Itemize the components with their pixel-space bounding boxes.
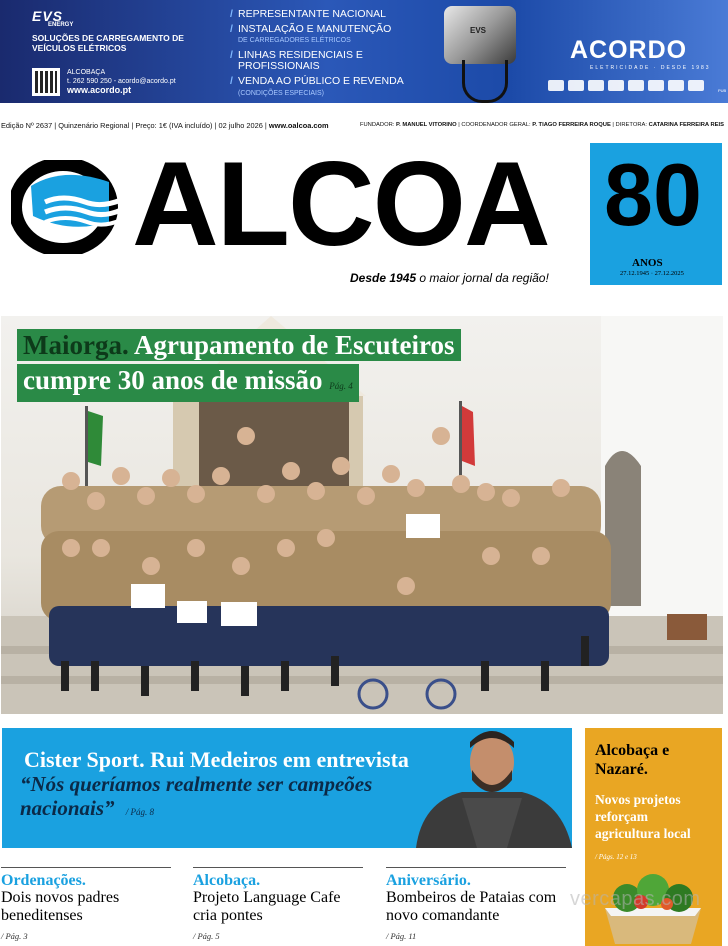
charger-cable-image: [462, 60, 508, 103]
ad-logo-text: EVS: [32, 8, 64, 24]
side-story-title: Alcobaça e Nazaré.: [595, 742, 670, 778]
anniversary-badge: [590, 143, 722, 285]
ad-service-item: [230, 9, 430, 20]
side-story-page-ref: / Págs. 12 e 13: [595, 853, 637, 861]
ad-brand-sub: ELETRICIDADE · DESDE 1983: [590, 65, 711, 71]
ad-service-label: INSTALAÇÃO E MANUTENÇÃO: [238, 23, 392, 35]
ad-website-link[interactable]: www.acordo.pt: [67, 85, 132, 95]
ad-service-item: [230, 76, 430, 99]
advertisement-banner[interactable]: [0, 0, 728, 103]
ad-service-sub: DE CARREGADORES ELÉTRICOS: [238, 37, 351, 44]
ad-side-code: PUB: [718, 88, 727, 93]
certification-icon: [548, 80, 564, 91]
qr-code-icon: [32, 68, 60, 96]
newspaper-logo-emblem: [11, 160, 125, 254]
story-column-alcobaca[interactable]: [193, 867, 363, 941]
newspaper-website-link[interactable]: www.oalcoa.com: [268, 121, 329, 130]
ad-service-sub: (CONDIÇÕES ESPECIAIS): [238, 90, 324, 97]
ad-phone-email: t. 262 590 250 - acordo@acordo.pt: [67, 78, 176, 85]
hero-title-line2: cumpre 30 anos de missão: [23, 365, 323, 395]
certification-icon: [688, 80, 704, 91]
newspaper-slogan: [350, 271, 549, 285]
ev-charger-image: [444, 6, 516, 64]
director-label: DIRETORA:: [615, 122, 648, 128]
issue-date: 02 julho 2026: [218, 121, 263, 130]
edition-number: Edição Nº 2637: [1, 121, 53, 130]
ad-service-item: [230, 50, 430, 72]
interview-quote: [20, 772, 440, 824]
anniversary-label: ANOS: [632, 257, 663, 269]
certification-icon: [668, 80, 684, 91]
story-page-ref: / Pág. 11: [386, 931, 417, 941]
hero-title-line1: Agrupamento de Escuteiros: [134, 330, 455, 360]
certification-logos: [548, 80, 704, 91]
coordinator-name: P. TIAGO FERREIRA ROQUE: [532, 122, 611, 128]
certification-icon: [568, 80, 584, 91]
founder-name: P. MANUEL VITORINO: [396, 122, 457, 128]
interviewee-photo: [412, 728, 572, 848]
story-page-ref: / Pág. 3: [1, 931, 28, 941]
story-kicker: Alcobaça.: [193, 872, 261, 889]
story-kicker: Ordenações.: [1, 872, 86, 889]
staff-credits: FUNDADOR: P. MANUEL VITORINO | COORDENADOR GERAL: P. TIAGO FERREIRA ROQUE | DIRETORA: CATARINA FERREIRA REIS: [359, 122, 724, 128]
ad-services-list: [230, 9, 430, 103]
anniversary-number: 80: [604, 145, 702, 244]
slogan-rest: o maior jornal da região!: [419, 271, 549, 285]
slogan-bold: Desde 1945: [350, 271, 417, 285]
ad-service-label: REPRESENTANTE NACIONAL: [238, 8, 386, 20]
story-title: Bombeiros de Pataias com novo comandante: [386, 889, 557, 924]
story-title: Dois novos padres beneditenses: [1, 889, 120, 924]
frequency: Quinzenário Regional: [58, 121, 130, 130]
hero-kicker: Maiorga.: [23, 330, 129, 360]
anniversary-dates: 27.12.1945 · 27.12.2025: [620, 270, 684, 277]
ad-logo: [32, 8, 73, 28]
side-story-subtitle: Novos projetos reforçam agricultura local: [595, 792, 691, 841]
director-name: CATARINA FERREIRA REIS: [648, 122, 724, 128]
ad-brand-name: ACORDO: [570, 36, 688, 64]
hero-page-ref: Pág. 4: [329, 381, 353, 391]
price: Preço: 1€ (IVA incluído): [135, 121, 213, 130]
ad-service-label: VENDA AO PÚBLICO E REVENDA: [238, 75, 404, 87]
site-watermark: vercapas.com: [570, 888, 701, 910]
ad-service-label: LINHAS RESIDENCIAIS E PROFISSIONAIS: [238, 49, 363, 72]
newspaper-title: ALCOA: [132, 137, 549, 271]
certification-icon: [628, 80, 644, 91]
hero-headline-line1[interactable]: [17, 329, 461, 361]
certification-icon: [588, 80, 604, 91]
certification-icon: [648, 80, 664, 91]
interview-page-ref: / Pág. 8: [125, 807, 155, 817]
side-story-box[interactable]: [585, 728, 722, 946]
ad-contact: [67, 68, 176, 86]
coordinator-label: COORDENADOR GERAL:: [461, 122, 531, 128]
ad-brand-logo: [570, 36, 711, 71]
story-kicker: Aniversário.: [386, 872, 471, 889]
story-column-ordenacoes[interactable]: [1, 867, 171, 941]
story-column-aniversario[interactable]: [386, 867, 566, 941]
ad-service-item: [230, 24, 430, 46]
certification-icon: [608, 80, 624, 91]
ad-city: ALCOBAÇA: [67, 69, 106, 76]
interview-title: Cister Sport. Rui Medeiros em entrevista: [24, 747, 409, 772]
story-title: Projeto Language Cafe cria pontes: [193, 889, 341, 924]
interview-teaser[interactable]: [2, 728, 572, 848]
founder-label: FUNDADOR:: [359, 122, 395, 128]
story-page-ref: / Pág. 5: [193, 931, 220, 941]
hero-headline-line2[interactable]: [17, 364, 359, 402]
interview-quote-text: “Nós queríamos realmente ser campeões nacionais”: [20, 772, 373, 820]
ad-logo-sub: ENERGY: [48, 22, 74, 28]
edition-info: Edição Nº 2637 | Quinzenário Regional | Preço: 1€ (IVA incluído) | 02 julho 2026 | www.oalcoa.com: [1, 121, 329, 130]
ad-solutions-text: SOLUÇÕES DE CARREGAMENTO DE VEÍCULOS ELÉTRICOS: [32, 33, 184, 53]
